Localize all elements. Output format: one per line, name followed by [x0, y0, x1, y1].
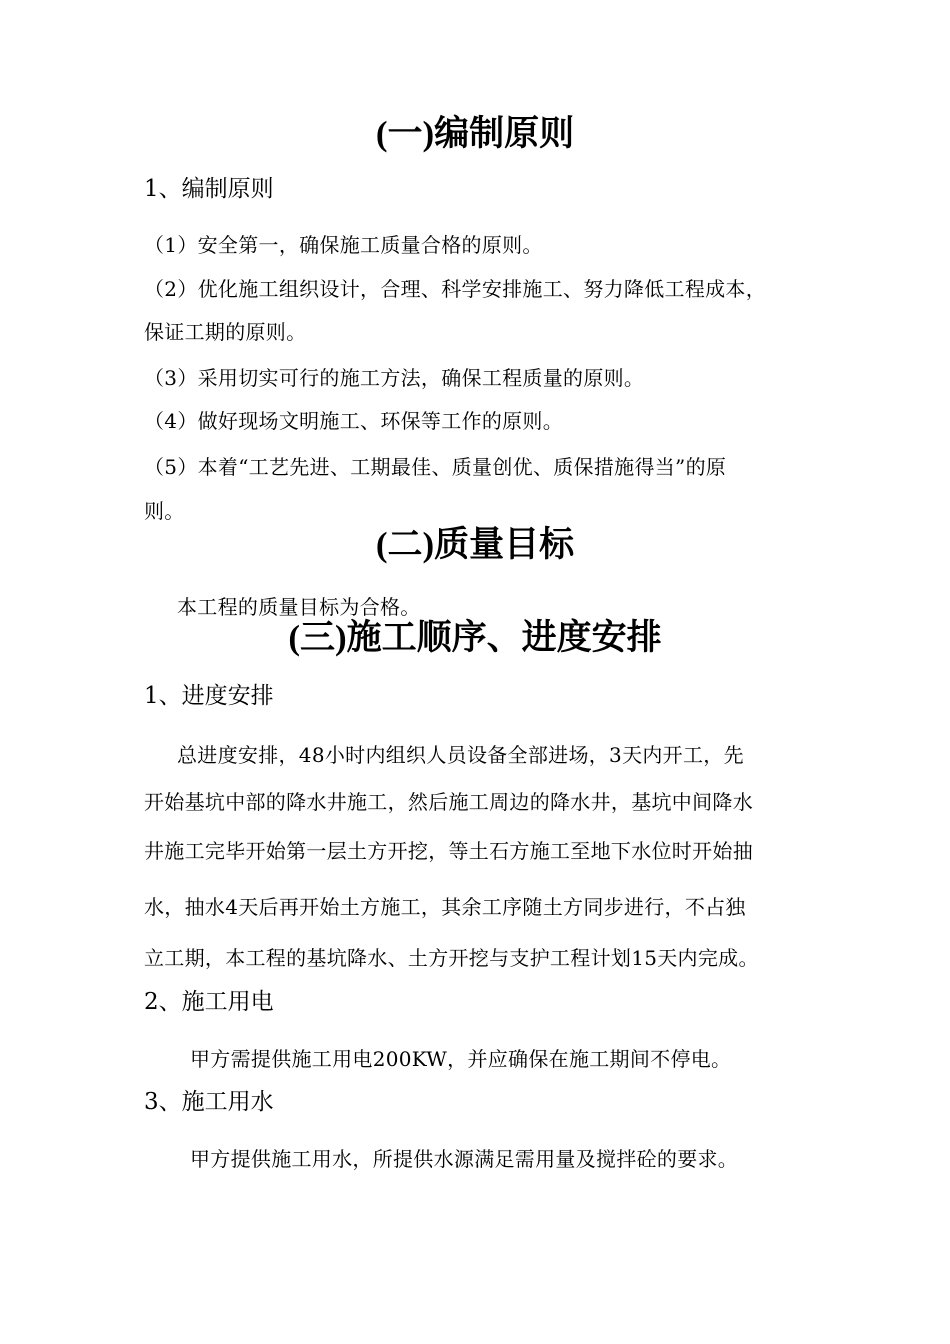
schedule-paragraph-line: 水，抽水4天后再开始土方施工，其余工序随土方同步进行，不占独 — [144, 895, 746, 919]
principle-item: （1）安全第一，确保施工质量合格的原则。 — [144, 233, 543, 257]
quality-goal-text: 本工程的质量目标为合格。 — [177, 595, 421, 619]
principle-item-continued: 保证工期的原则。 — [144, 320, 307, 344]
principle-item: （4）做好现场文明施工、环保等工作的原则。 — [144, 409, 564, 433]
schedule-paragraph-line: 总进度安排，48小时内组织人员设备全部进场，3天内开工，先 — [177, 743, 744, 767]
principle-item: （3）采用切实可行的施工方法，确保工程质量的原则。 — [144, 366, 645, 390]
subheading-power: 2、施工用电 — [144, 989, 274, 1015]
schedule-paragraph-line: 井施工完毕开始第一层土方开挖，等土石方施工至地下水位时开始抽 — [144, 839, 753, 863]
water-text: 甲方提供施工用水，所提供水源满足需用量及搅拌砼的要求。 — [190, 1147, 739, 1171]
power-text: 甲方需提供施工用电200KW，并应确保在施工期间不停电。 — [190, 1047, 732, 1071]
principle-item: （5）本着“工艺先进、工期最佳、质量创优、质保措施得当”的原 — [144, 455, 727, 479]
subheading-schedule: 1、进度安排 — [144, 683, 274, 709]
section-title-principles: (一)编制原则 — [375, 114, 575, 153]
section-title-schedule: (三)施工顺序、进度安排 — [288, 618, 662, 657]
schedule-paragraph-line: 立工期，本工程的基坑降水、土方开挖与支护工程计划15天内完成。 — [144, 946, 759, 970]
principle-item: （2）优化施工组织设计，合理、科学安排施工、努力降低工程成本， — [144, 277, 767, 301]
principle-item-continued: 则。 — [144, 499, 185, 523]
schedule-paragraph-line: 开始基坑中部的降水井施工，然后施工周边的降水井，基坑中间降水 — [144, 790, 753, 814]
section-title-quality: (二)质量目标 — [375, 525, 575, 564]
subheading-water: 3、施工用水 — [144, 1089, 274, 1115]
subheading-principles: 1、编制原则 — [144, 176, 274, 202]
